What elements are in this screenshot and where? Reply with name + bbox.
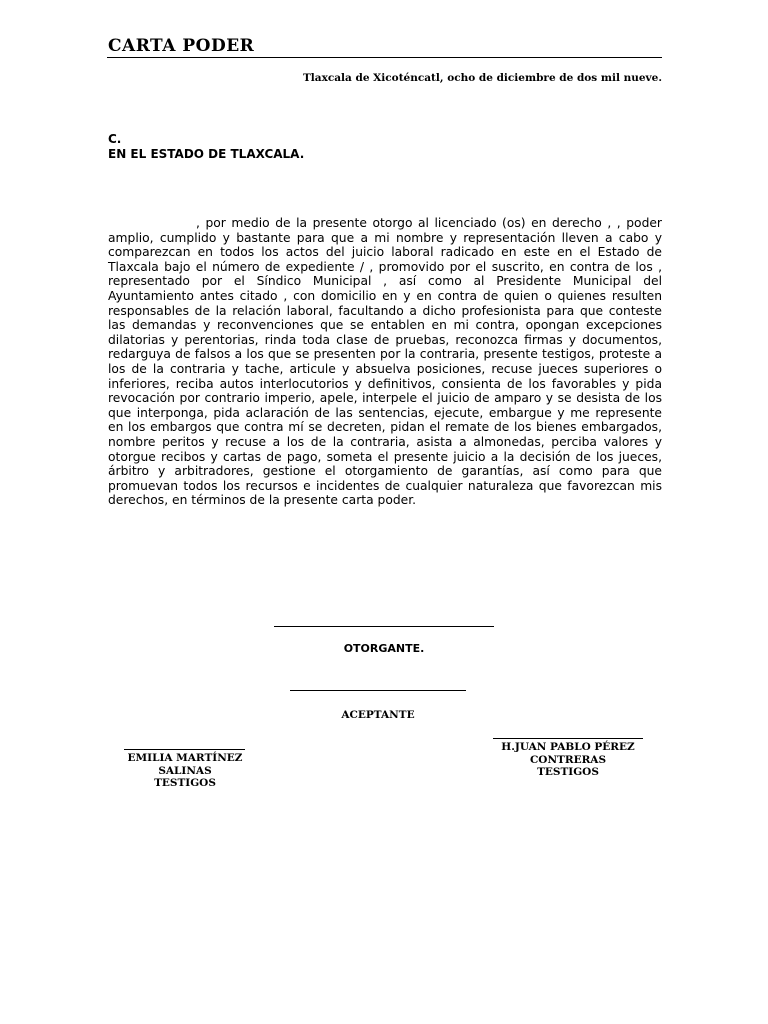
witness-right-name-2: CONTRERAS — [529, 753, 607, 766]
body-paragraph — [108, 216, 662, 508]
dateline: Tlaxcala de Xicoténcatl, ocho de diciembre de dos mil nueve. — [302, 72, 662, 84]
witness-left-name-2: SALINAS — [158, 764, 212, 777]
witness-right-signature-line — [493, 738, 643, 739]
witness-left-signature-line — [124, 749, 245, 750]
witness-right-role: TESTIGOS — [537, 766, 599, 778]
witness-right-block — [478, 741, 658, 779]
aceptante-label: ACEPTANTE — [341, 709, 415, 721]
otorgante-label: OTORGANTE. — [343, 642, 425, 655]
witness-left-block — [104, 752, 266, 790]
addressee-line-2: EN EL ESTADO DE TLAXCALA. — [108, 147, 305, 161]
witness-left-role: TESTIGOS — [154, 777, 216, 789]
body-text: , por medio de la presente otorgo al licenciado (os) en derecho , , poder amplio, cumplido y bastante para que a mi nombre y representación lleven a cabo y comparezcan en todos los actos del juicio laboral radicado en este en el Estado de Tlaxcala bajo el número de expediente / , promovido por el suscrito, en contra de los , representado por el Síndico Municipal , así como al Presidente Municipal del Ayuntamiento antes citado , con domicilio en y en contra de quien o quienes resulten responsables de la relación laboral, facultando a dicho profesionista para que conteste las demandas y reconvenciones que se entablen en mi contra, opongan excepciones dilatorias y perentorias, rinda toda clase de pruebas, reconozca firmas y documentos, redarguya de falsos a los que se presenten por la contraria, presente testigos, proteste a los de la contraria y tache, articule y absuelva posiciones, recuse jueces superiores o inferiores, reciba autos interlocutorios y definitivos, consienta de los favorables y pida revocación por contrario imperio, apele, interpele el juicio de amparo y se desista de los que interponga, pida aclaración de las sentencias, ejecute, embargue y me represente en los embargos que contra mí se decreten, pidan el remate de los bienes embargados, nombre peritos y recuse a los de la contraria, asista a almonedas, perciba valores y otorgue recibos y cartas de pago, someta el presente juicio a la decisión de los jueces, árbitro y arbitradores, gestione el otorgamiento de garantías, así como para que promuevan todos los recursos e incidentes de cualquier naturaleza que favorezcan mis derechos, en términos de la presente carta poder. — [108, 216, 662, 508]
witness-left-name-1: EMILIA MARTÍNEZ — [127, 752, 243, 764]
title-underline — [107, 57, 662, 58]
addressee-block — [108, 132, 304, 162]
otorgante-signature-line — [274, 626, 494, 627]
document-title: CARTA PODER — [108, 36, 255, 56]
aceptante-signature-line — [290, 690, 466, 691]
addressee-line-1: C. — [108, 132, 122, 146]
witness-right-name-1: H.JUAN PABLO PÉREZ — [501, 741, 635, 753]
